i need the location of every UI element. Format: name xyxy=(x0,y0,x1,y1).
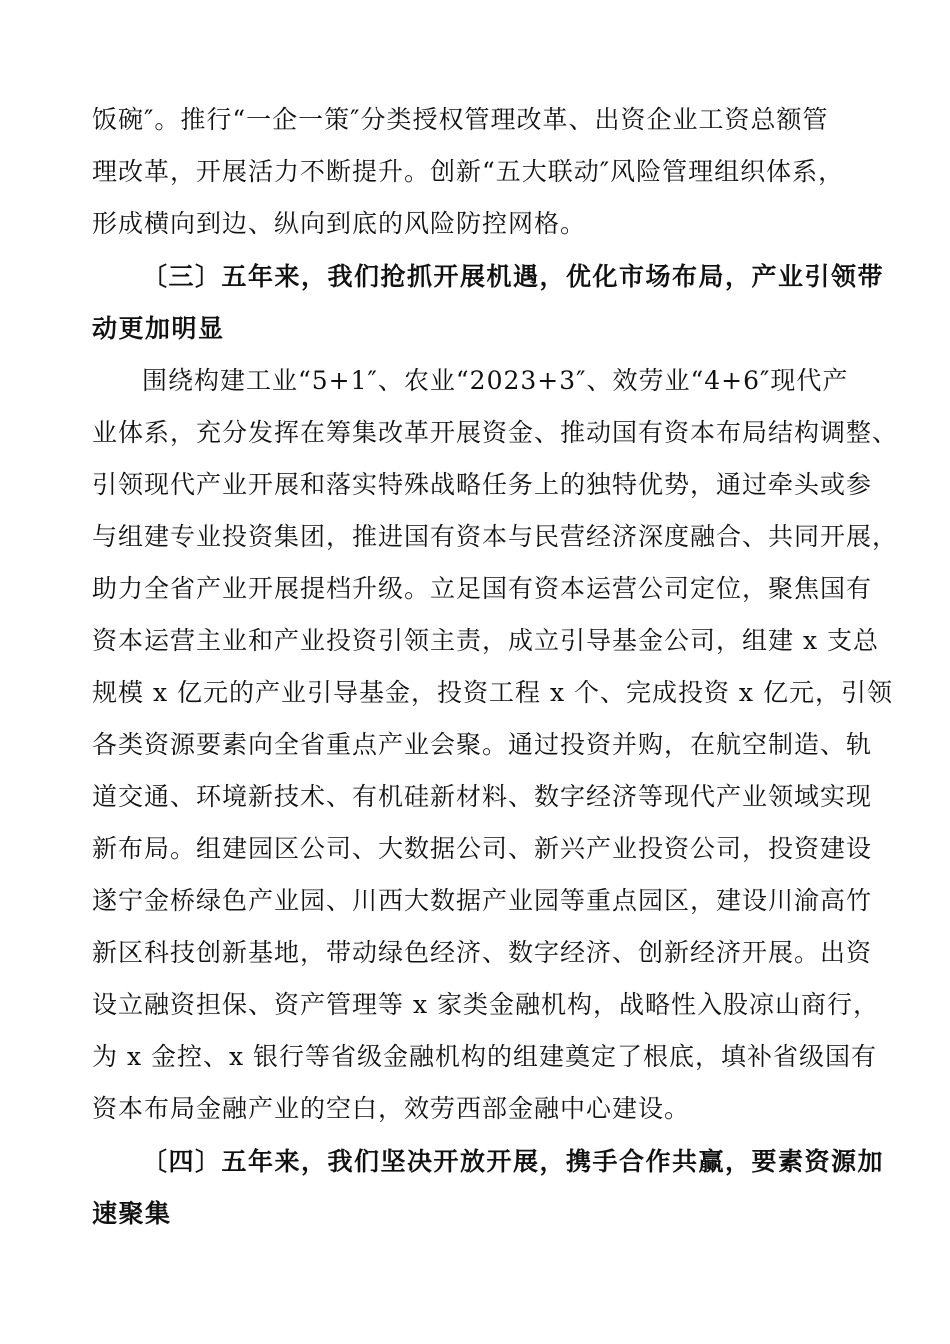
body-line-10: 规模 x 亿元的产业引导基金，投资工程 x 个、完成投资 x 亿元，引领 xyxy=(92,678,893,707)
body-line-1: 饭碗″。推行“一企一策″分类授权管理改革、出资企业工资总额管 xyxy=(92,105,829,134)
body-line-18: 资本布局金融产业的空白，效劳西部金融中心建设。 xyxy=(92,1094,691,1123)
body-line-6: 引领现代产业开展和落实特殊战略任务上的独特优势，通过牵头或参 xyxy=(92,470,873,499)
body-line-9: 资本运营主业和产业投资引领主责，成立引导基金公司，组建 x 支总 xyxy=(92,626,879,655)
body-line-5: 业体系，充分发挥在筹集改革开展资金、推动国有资本布局结构调整、 xyxy=(92,418,899,447)
body-line-16: 设立融资担保、资产管理等 x 家类金融机构，战略性入股凉山商行， xyxy=(92,990,879,1019)
body-line-2: 理改革，开展活力不断提升。创新“五大联动″风险管理组织体系， xyxy=(92,157,845,186)
body-line-14: 遂宁金桥绿色产业园、川西大数据产业园等重点园区，建设川渝高竹 xyxy=(92,886,873,915)
body-line-11: 各类资源要素向全省重点产业会聚。通过投资并购，在航空制造、轨 xyxy=(92,730,873,759)
body-line-4: 围绕构建工业“5+1″、农业“2023+3″、效劳业“4+6″现代产 xyxy=(142,366,849,395)
section-heading-4-line-1: 〔四〕五年来，我们坚决开放开展，携手合作共赢，要素资源加 xyxy=(142,1147,885,1176)
body-line-13: 新布局。组建园区公司、大数据公司、新兴产业投资公司，投资建设 xyxy=(92,834,873,863)
section-heading-3-line-2: 动更加明显 xyxy=(92,314,225,343)
section-heading-4-line-2: 速聚集 xyxy=(92,1199,172,1228)
body-line-12: 道交通、环境新技术、有机硅新材料、数字经济等现代产业领域实现 xyxy=(92,782,873,811)
body-line-3: 形成横向到边、纵向到底的风险防控网格。 xyxy=(92,209,587,238)
section-heading-3-line-1: 〔三〕五年来，我们抢抓开展机遇，优化市场布局，产业引领带 xyxy=(142,262,885,291)
body-line-7: 与组建专业投资集团，推进国有资本与民营经济深度融合、共同开展， xyxy=(92,522,899,551)
body-line-17: 为 x 金控、x 银行等省级金融机构的组建奠定了根底，填补省级国有 xyxy=(92,1042,878,1071)
body-line-8: 助力全省产业开展提档升级。立足国有资本运营公司定位，聚焦国有 xyxy=(92,574,873,603)
body-line-15: 新区科技创新基地，带动绿色经济、数字经济、创新经济开展。出资 xyxy=(92,938,873,967)
